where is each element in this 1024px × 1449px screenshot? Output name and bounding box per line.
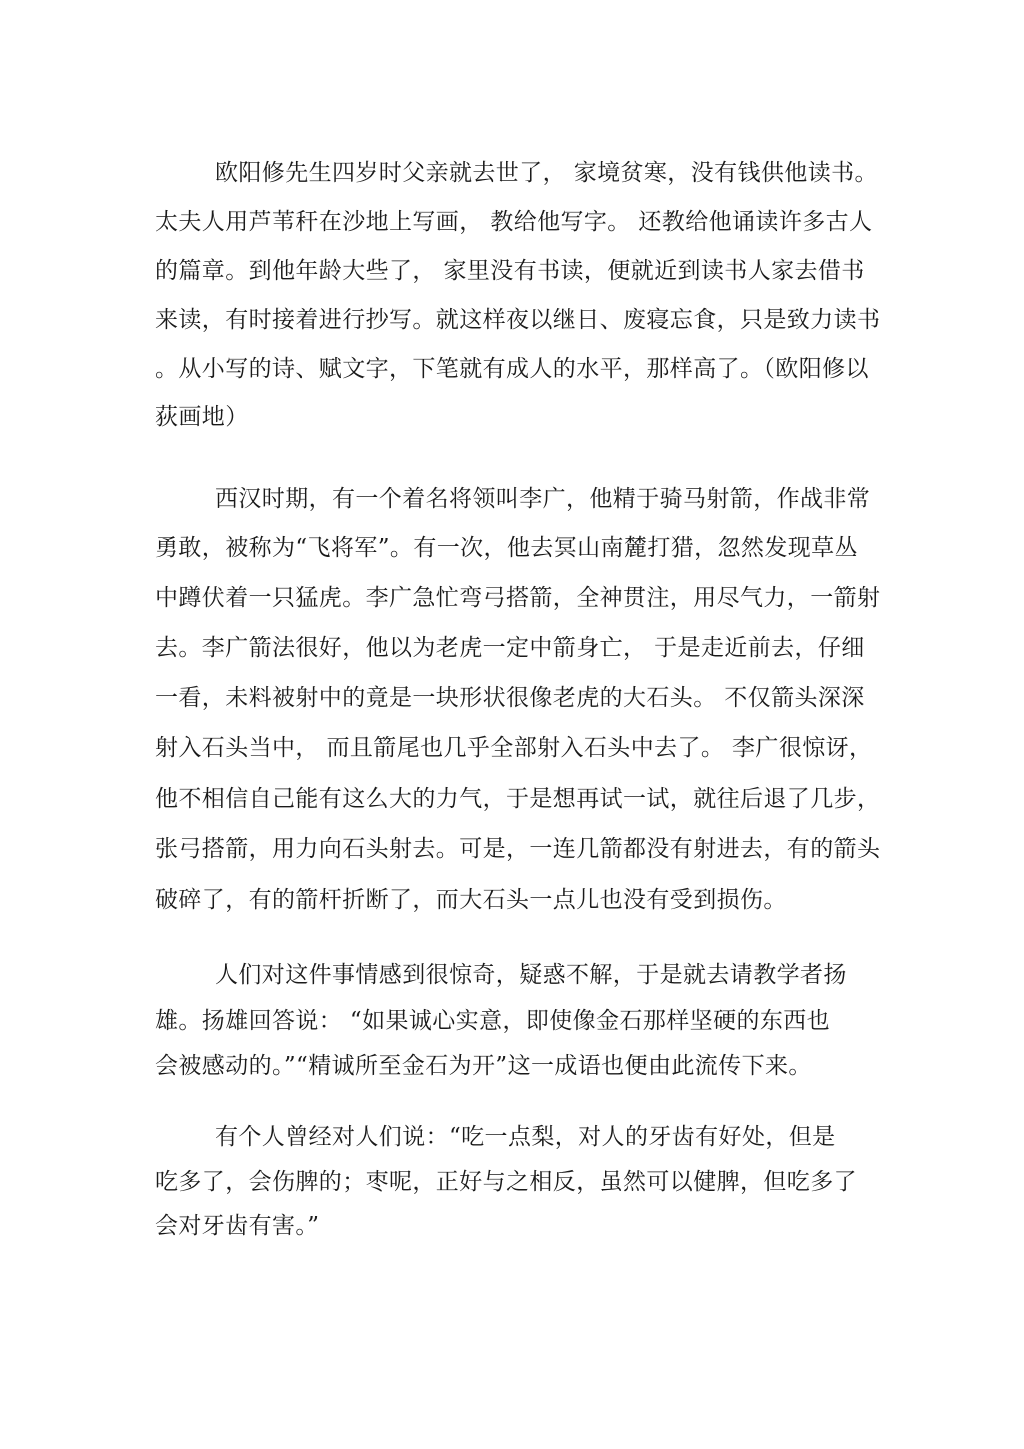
paragraph-line: 一看，未料被射中的竟是一块形状很像老虎的大石头。 不仅箭头深深 bbox=[155, 685, 865, 711]
paragraph-line: 会被感动的。”“精诚所至金石为开”这一成语也便由此流传下来。 bbox=[155, 1053, 812, 1079]
paragraph-line: 西汉时期，有一个着名将领叫李广，他精于骑马射箭，作战非常 bbox=[215, 486, 871, 512]
paragraph-line: 破碎了，有的箭杆折断了，而大石头一点儿也没有受到损伤。 bbox=[155, 887, 787, 913]
paragraph-line: 太夫人用芦苇秆在沙地上写画， 教给他写字。 还教给他诵读许多古人 bbox=[155, 209, 873, 235]
paragraph-line: 人们对这件事情感到很惊奇，疑惑不解，于是就去请教学者扬 bbox=[215, 962, 847, 988]
paragraph-line: 去。李广箭法很好，他以为老虎一定中箭身亡， 于是走近前去，仔细 bbox=[155, 635, 865, 661]
paragraph-line: 勇敢，被称为“飞将军”。有一次，他去冥山南麓打猎，忽然发现草丛 bbox=[155, 535, 858, 561]
paragraph-line: 射入石头当中， 而且箭尾也几乎全部射入石头中去了。 李广很惊讶， bbox=[155, 735, 873, 761]
paragraph-line: 他不相信自己能有这么大的力气，于是想再试一试，就往后退了几步， bbox=[155, 786, 881, 812]
paragraph-line: 欧阳修先生四岁时父亲就去世了， 家境贫寒，没有钱供他读书。 bbox=[215, 160, 878, 186]
paragraph-line: 荻画地） bbox=[155, 404, 249, 430]
paragraph-line: 中蹲伏着一只猛虎。李广急忙弯弓搭箭，全神贯注，用尽气力，一箭射 bbox=[155, 585, 881, 611]
paragraph-line: 。从小写的诗、赋文字，下笔就有成人的水平，那样高了。（欧阳修以 bbox=[155, 356, 869, 382]
paragraph-line: 有个人曾经对人们说：“吃一点梨，对人的牙齿有好处，但是 bbox=[215, 1124, 836, 1150]
paragraph-line: 雄。扬雄回答说： “如果诚心实意，即使像金石那样坚硬的东西也 bbox=[155, 1008, 831, 1034]
paragraph-line: 吃多了，会伤脾的；枣呢，正好与之相反，虽然可以健脾，但吃多了 bbox=[155, 1169, 857, 1195]
paragraph-line: 的篇章。到他年龄大些了， 家里没有书读，便就近到读书人家去借书 bbox=[155, 258, 865, 284]
paragraph-line: 张弓搭箭，用力向石头射去。可是，一连几箭都没有射进去，有的箭头 bbox=[155, 836, 881, 862]
paragraph-line: 来读，有时接着进行抄写。就这样夜以继日、废寝忘食，只是致力读书 bbox=[155, 307, 881, 333]
paragraph-line: 会对牙齿有害。” bbox=[155, 1213, 320, 1239]
